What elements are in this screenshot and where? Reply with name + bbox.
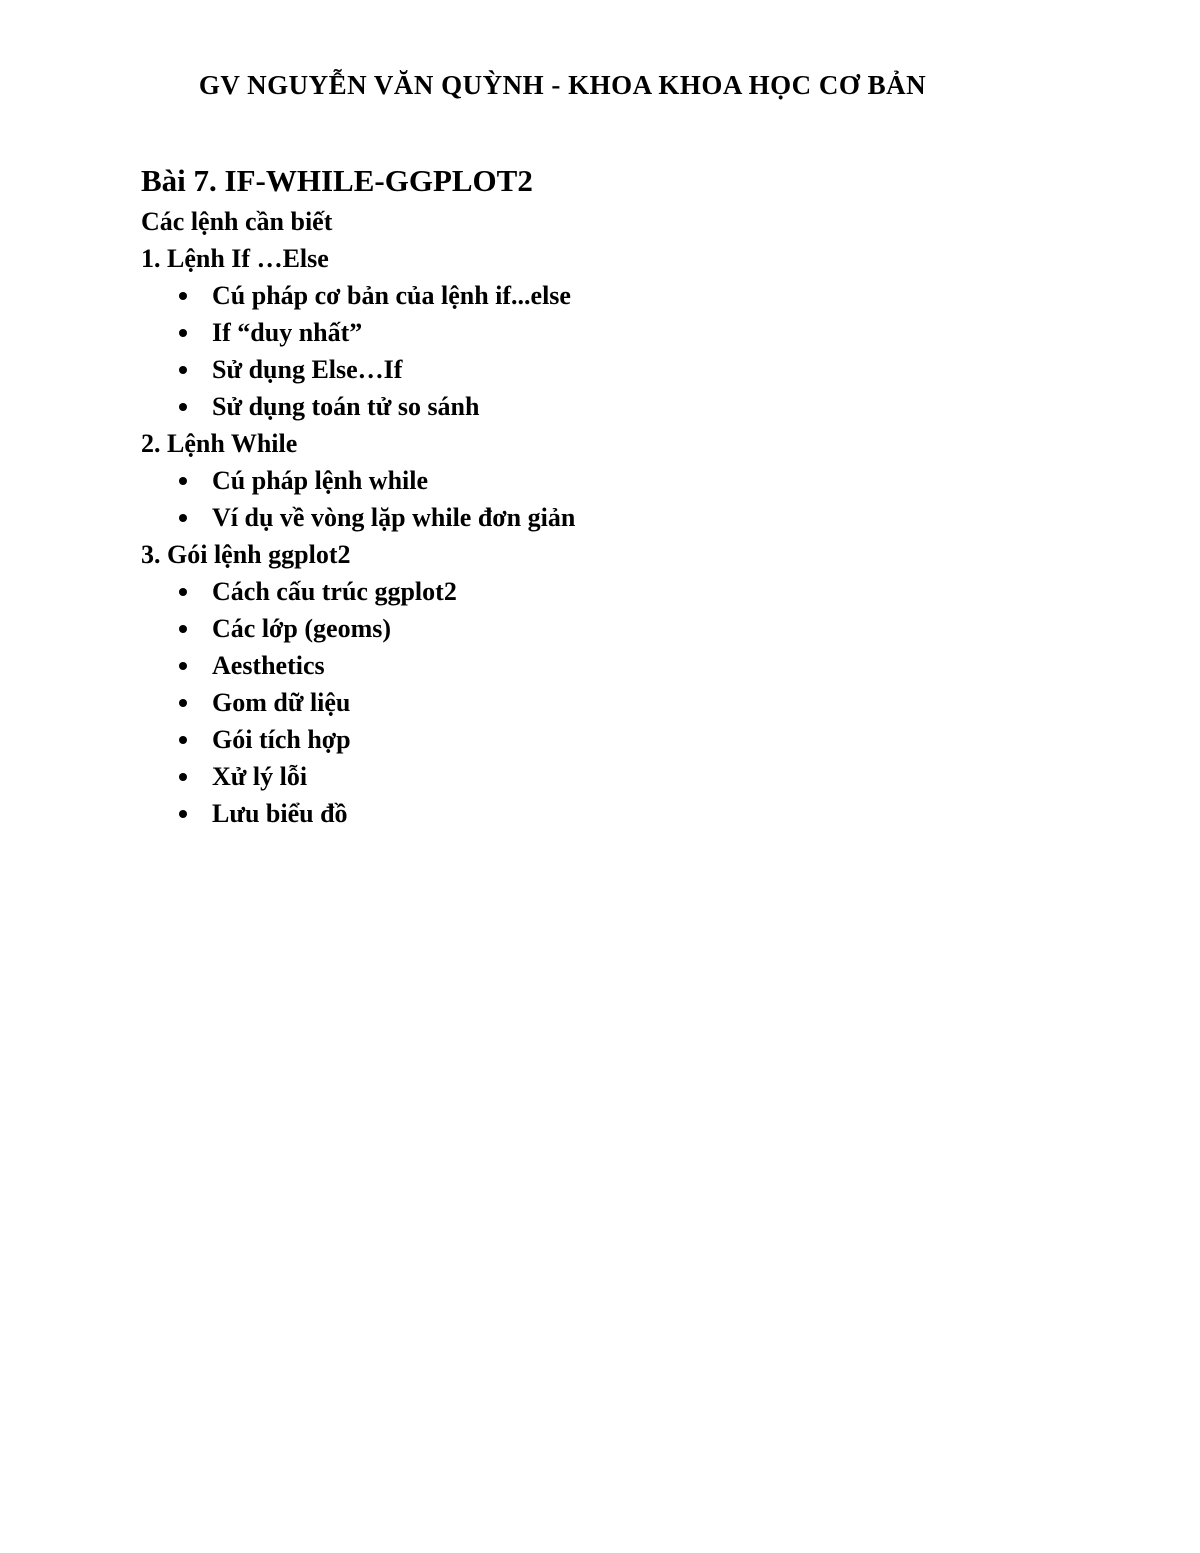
- bullet-icon: [179, 329, 187, 337]
- bullet-icon: [179, 662, 187, 670]
- page-header: GV NGUYỄN VĂN QUỲNH - KHOA KHOA HỌC CƠ BẢN: [198, 70, 927, 100]
- bullet-icon: [179, 514, 187, 522]
- bullet-icon: [179, 477, 187, 485]
- list-item-text: Xử lý lỗi: [212, 762, 308, 791]
- list-item: [141, 462, 575, 499]
- list-item-text: Sử dụng toán tử so sánh: [212, 392, 480, 421]
- list-item-text: Cách cấu trúc ggplot2: [212, 577, 457, 606]
- lesson-title: Bài 7. IF-WHILE-GGPLOT2: [141, 163, 533, 198]
- list-item-text: If “duy nhất”: [212, 318, 363, 347]
- list-item: [141, 277, 575, 314]
- list-item-text: Lưu biểu đồ: [212, 799, 348, 828]
- bullet-list: [141, 573, 575, 832]
- bullet-icon: [179, 625, 187, 633]
- bullet-icon: [179, 403, 187, 411]
- list-item: [141, 573, 575, 610]
- section-ggplot2: [141, 536, 575, 832]
- list-item: [141, 610, 575, 647]
- list-item-text: Sử dụng Else…If: [212, 355, 403, 384]
- list-item-text: Cú pháp cơ bản của lệnh if...else: [212, 281, 571, 310]
- list-item: [141, 795, 575, 832]
- list-item: [141, 388, 575, 425]
- list-item: [141, 684, 575, 721]
- bullet-icon: [179, 292, 187, 300]
- section-heading: 3. Gói lệnh ggplot2: [141, 540, 351, 569]
- section-if-else: [141, 240, 575, 425]
- list-item: [141, 721, 575, 758]
- list-item: [141, 499, 575, 536]
- bullet-icon: [179, 588, 187, 596]
- bullet-icon: [179, 736, 187, 744]
- section-while: [141, 425, 575, 536]
- list-item-text: Ví dụ về vòng lặp while đơn giản: [212, 503, 576, 532]
- bullet-icon: [179, 810, 187, 818]
- bullet-icon: [179, 699, 187, 707]
- list-item-text: Cú pháp lệnh while: [212, 466, 429, 495]
- list-item: [141, 314, 575, 351]
- subtitle: Các lệnh cần biết: [141, 207, 333, 236]
- list-item: [141, 758, 575, 795]
- list-item: [141, 647, 575, 684]
- list-item-text: Gói tích hợp: [212, 725, 351, 754]
- bullet-list: [141, 462, 575, 536]
- section-heading: 1. Lệnh If …Else: [141, 244, 329, 273]
- list-item-text: Các lớp (geoms): [212, 614, 392, 643]
- list-item: [141, 351, 575, 388]
- bullet-icon: [179, 773, 187, 781]
- lesson-content: [141, 204, 575, 832]
- list-item-text: Gom dữ liệu: [212, 688, 351, 717]
- bullet-icon: [179, 366, 187, 374]
- bullet-list: [141, 277, 575, 425]
- list-item-text: Aesthetics: [212, 651, 325, 680]
- section-heading: 2. Lệnh While: [141, 429, 298, 458]
